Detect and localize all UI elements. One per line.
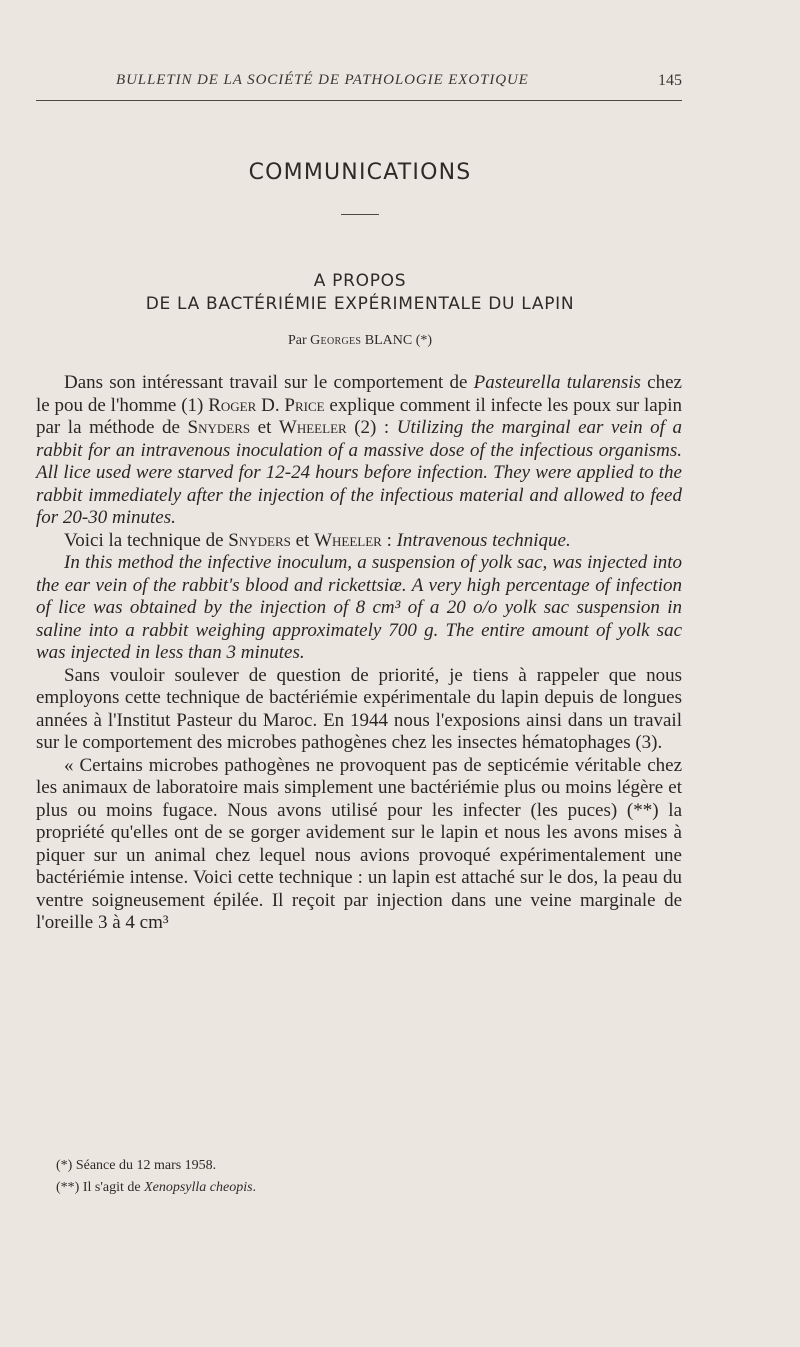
footnote-ref-1: (*) [415, 333, 433, 348]
page-number: 145 [658, 72, 682, 89]
paragraph-4: Sans vouloir soulever de question de priorité, je tiens à rappeler que nous employons cette technique de bactériémie expérimentale du lapin depuis de longues années à l'Institut Pasteur du Maroc. En 1944 nous l'exposions ainsi dans un travail sur le comportement des microbes pathogènes chez les insectes hématophages (3). [36, 664, 682, 753]
title-rule [341, 214, 379, 215]
section-title: COMMUNICATIONS [248, 160, 472, 185]
footnotes [56, 1155, 676, 1199]
footnote-2-mark: (**) [56, 1180, 80, 1195]
p2-text-b: et [290, 529, 315, 551]
paragraph-1 [36, 372, 682, 530]
p1-text-a: Dans son intéressant travail sur le comportement de [64, 372, 474, 393]
article-title-line-2: DE LA BACTÉRIÉMIE EXPÉRIMENTALE DU LAPIN [145, 294, 575, 314]
p1-text-d: et [250, 417, 279, 438]
article-body [36, 372, 682, 935]
author-first-name: Georges [310, 333, 362, 348]
paragraph-3-quote: In this method the infective inoculum, a suspension of yolk sac, was injected into the ear vein of the rabbit's blood and rickettsiæ. A very high percentage of infection of lice was obtained by the injection of 8 cm³ of a 20 o/o yolk sac suspension in saline into a rabbit weighing approximately 700 g. The entire amount of yolk sac was injected in less than 3 minutes. [36, 552, 682, 663]
author-last-name: BLANC [364, 333, 413, 348]
cited-author: Snyders [187, 417, 251, 438]
cited-author: Snyders [228, 529, 291, 551]
p2-text-a: Voici la technique de [64, 529, 229, 551]
running-header [36, 72, 686, 100]
footnote-1 [56, 1155, 676, 1177]
species-name: Pasteurella tularensis [473, 372, 641, 393]
article-title-line-1: A PROPOS [313, 271, 407, 291]
byline [0, 333, 720, 349]
cited-author: Wheeler [278, 417, 347, 438]
footnote-1-mark: (*) [56, 1158, 73, 1173]
cited-author: Roger D. Price [208, 394, 325, 416]
p1-text-b: chez le pou de l'homme (1) [36, 372, 682, 416]
p1-text-e: (2) : [346, 417, 397, 438]
footnote-2-text: Il s'agit de [79, 1180, 145, 1195]
byline-prefix: Par [287, 333, 307, 348]
running-title: BULLETIN DE LA SOCIÉTÉ DE PATHOLOGIE EXOTIQUE [116, 72, 529, 88]
footnote-2-end: . [252, 1180, 257, 1195]
english-quote: Utilizing the marginal ear vein of a rabbit for an intravenous inoculation of a massive dose of the infectious organisms. All lice used were starved for 12-24 hours before infection. They were applied to the rabbit immediately after the injection of the infectious material and allowed to feed for 20-30 minutes. [36, 417, 682, 528]
p1-text-c: explique comment il infecte les poux sur lapin par la méthode de [36, 394, 682, 438]
p2-text-c: : [381, 529, 397, 551]
footnote-2 [56, 1177, 676, 1199]
footnote-1-text: Séance du 12 mars 1958. [72, 1158, 217, 1173]
cited-author: Wheeler [314, 529, 382, 551]
paragraph-2 [36, 530, 682, 553]
paragraph-5: « Certains microbes pathogènes ne provoquent pas de septicémie véritable chez les animaux de laboratoire mais simplement une bactériémie plus ou moins légère et plus ou moins fugace. Nous avons utilisé pour les infecter (les puces) (**) la propriété qu'elles ont de se gorger avidement sur le lapin et nous les avons mises à piquer sur un animal chez lequel nous avions provoqué expérimentalement une bactériémie intense. Voici cette technique : un lapin est attaché sur le dos, la peau du ventre soigneusement épilée. Il reçoit par injection dans une veine marginale de l'oreille 3 à 4 cm³ [36, 754, 682, 933]
footnote-2-species: Xenopsylla cheopis [144, 1180, 253, 1195]
english-quote: Intravenous technique. [396, 529, 571, 551]
header-rule [36, 100, 682, 101]
